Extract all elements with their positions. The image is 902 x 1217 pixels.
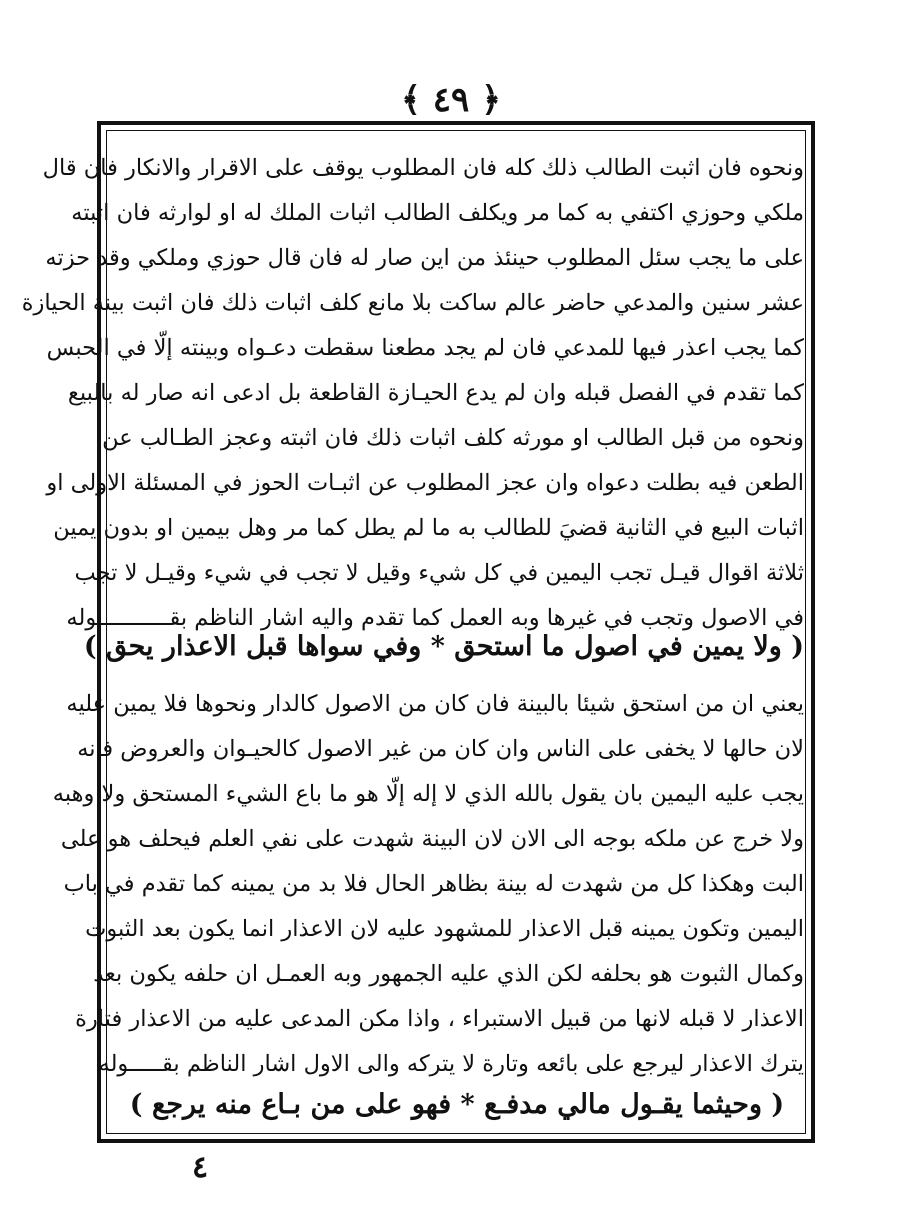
text-line: ونحوه فان اثبت الطالب ذلك كله فان المطلوب يوقف على الاقرار والانكار فان قال — [42, 155, 804, 181]
signature-mark: ٤ — [192, 1150, 209, 1185]
text-line: كما يجب اعذر فيها للمدعي فان لم يجد مطعنا سقطت دعـواه وبينته إلّا في الحبس — [46, 335, 804, 361]
text-line: على ما يجب سئل المطلوب حينئذ من اين صار له فان قال حوزي وملكي وقد حزته — [45, 245, 804, 271]
paragraph-commentary-1 — [21, 146, 804, 641]
text-line: ملكي وحوزي اكتفي به كما مر ويكلف الطالب اثبات الملك له او لوارثه فان اثبته — [71, 200, 804, 226]
text-line: الطعن فيه بطلت دعواه وان عجز المطلوب عن اثبـات الحوز في المسئلة الاولى او — [46, 470, 804, 496]
text-line: ونحوه من قبل الطالب او مورثه كلف اثبات ذلك فان اثبته وعجز الطـالب عن — [102, 425, 804, 451]
text-line: في الاصول وتجب في غيرها وبه العمل كما تقدم واليه اشار الناظم بقـــــــــــوله — [66, 605, 804, 631]
page-number: ﴿ ٤٩ ﴾ — [400, 80, 502, 120]
text-line: وكمال الثبوت هو بحلفه لكن الذي عليه الجمهور وبه العمـل ان حلفه يكون بعد — [93, 961, 804, 987]
text-line: ولا خرج عن ملكه بوجه الى الان لان البينة شهدت على نفي العلم فيحلف هو على — [60, 826, 804, 852]
text-line: اثبات البيع في الثانية قضيَ للطالب به ما لم يطل كما مر وهل بيمين او بدون يمين — [53, 515, 804, 541]
text-line: يترك الاعذار ليرجع على بائعه وتارة لا يتركه والى الاول اشار الناظم بقـــــوله — [98, 1051, 804, 1077]
text-line: ثلاثة اقوال قيـل تجب اليمين في كل شيء وقيل لا تجب في شيء وقيـل لا تجب — [74, 560, 804, 586]
poem-verse-1: ( ولا يمين في اصول ما استحق * وفي سواها قبل الاعذار يحق ) — [83, 631, 804, 662]
text-line: يعني ان من استحق شيئا بالبينة فان كان من الاصول كالدار ونحوها فلا يمين عليه — [66, 691, 804, 717]
text-line: يجب عليه اليمين بان يقول بالله الذي لا إله إلّا هو ما باع الشيء المستحق ولا وهبه — [52, 781, 804, 807]
text-line: اليمين وتكون يمينه قبل الاعذار للمشهود عليه لان الاعذار انما يكون بعد الثبوت — [85, 916, 804, 942]
text-line: البت وهكذا كل من شهدت له بينة بظاهر الحال فلا بد من يمينه كما تقدم في باب — [63, 871, 804, 897]
text-line: كما تقدم في الفصل قبله وان لم يدع الحيـازة القاطعة بل ادعى انه صار له بالبيع — [67, 380, 804, 406]
text-line: عشر سنين والمدعي حاضر عالم ساكت بلا مانع كلف اثبات ذلك فان اثبت بينة الحيازة — [21, 290, 804, 316]
text-line: الاعذار لا قبله لانها من قبيل الاستبراء ، واذا مكن المدعى عليه من الاعذار فتارة — [75, 1006, 804, 1032]
poem-verse-2: ( وحيثما يقـول مالي مدفـع * فهو على من بـاع منه يرجع ) — [129, 1089, 785, 1120]
text-line: لان حالها لا يخفى على الناس وان كان من غير الاصول كالحيـوان والعروض فانه — [77, 736, 804, 762]
paragraph-commentary-2 — [52, 682, 804, 1087]
